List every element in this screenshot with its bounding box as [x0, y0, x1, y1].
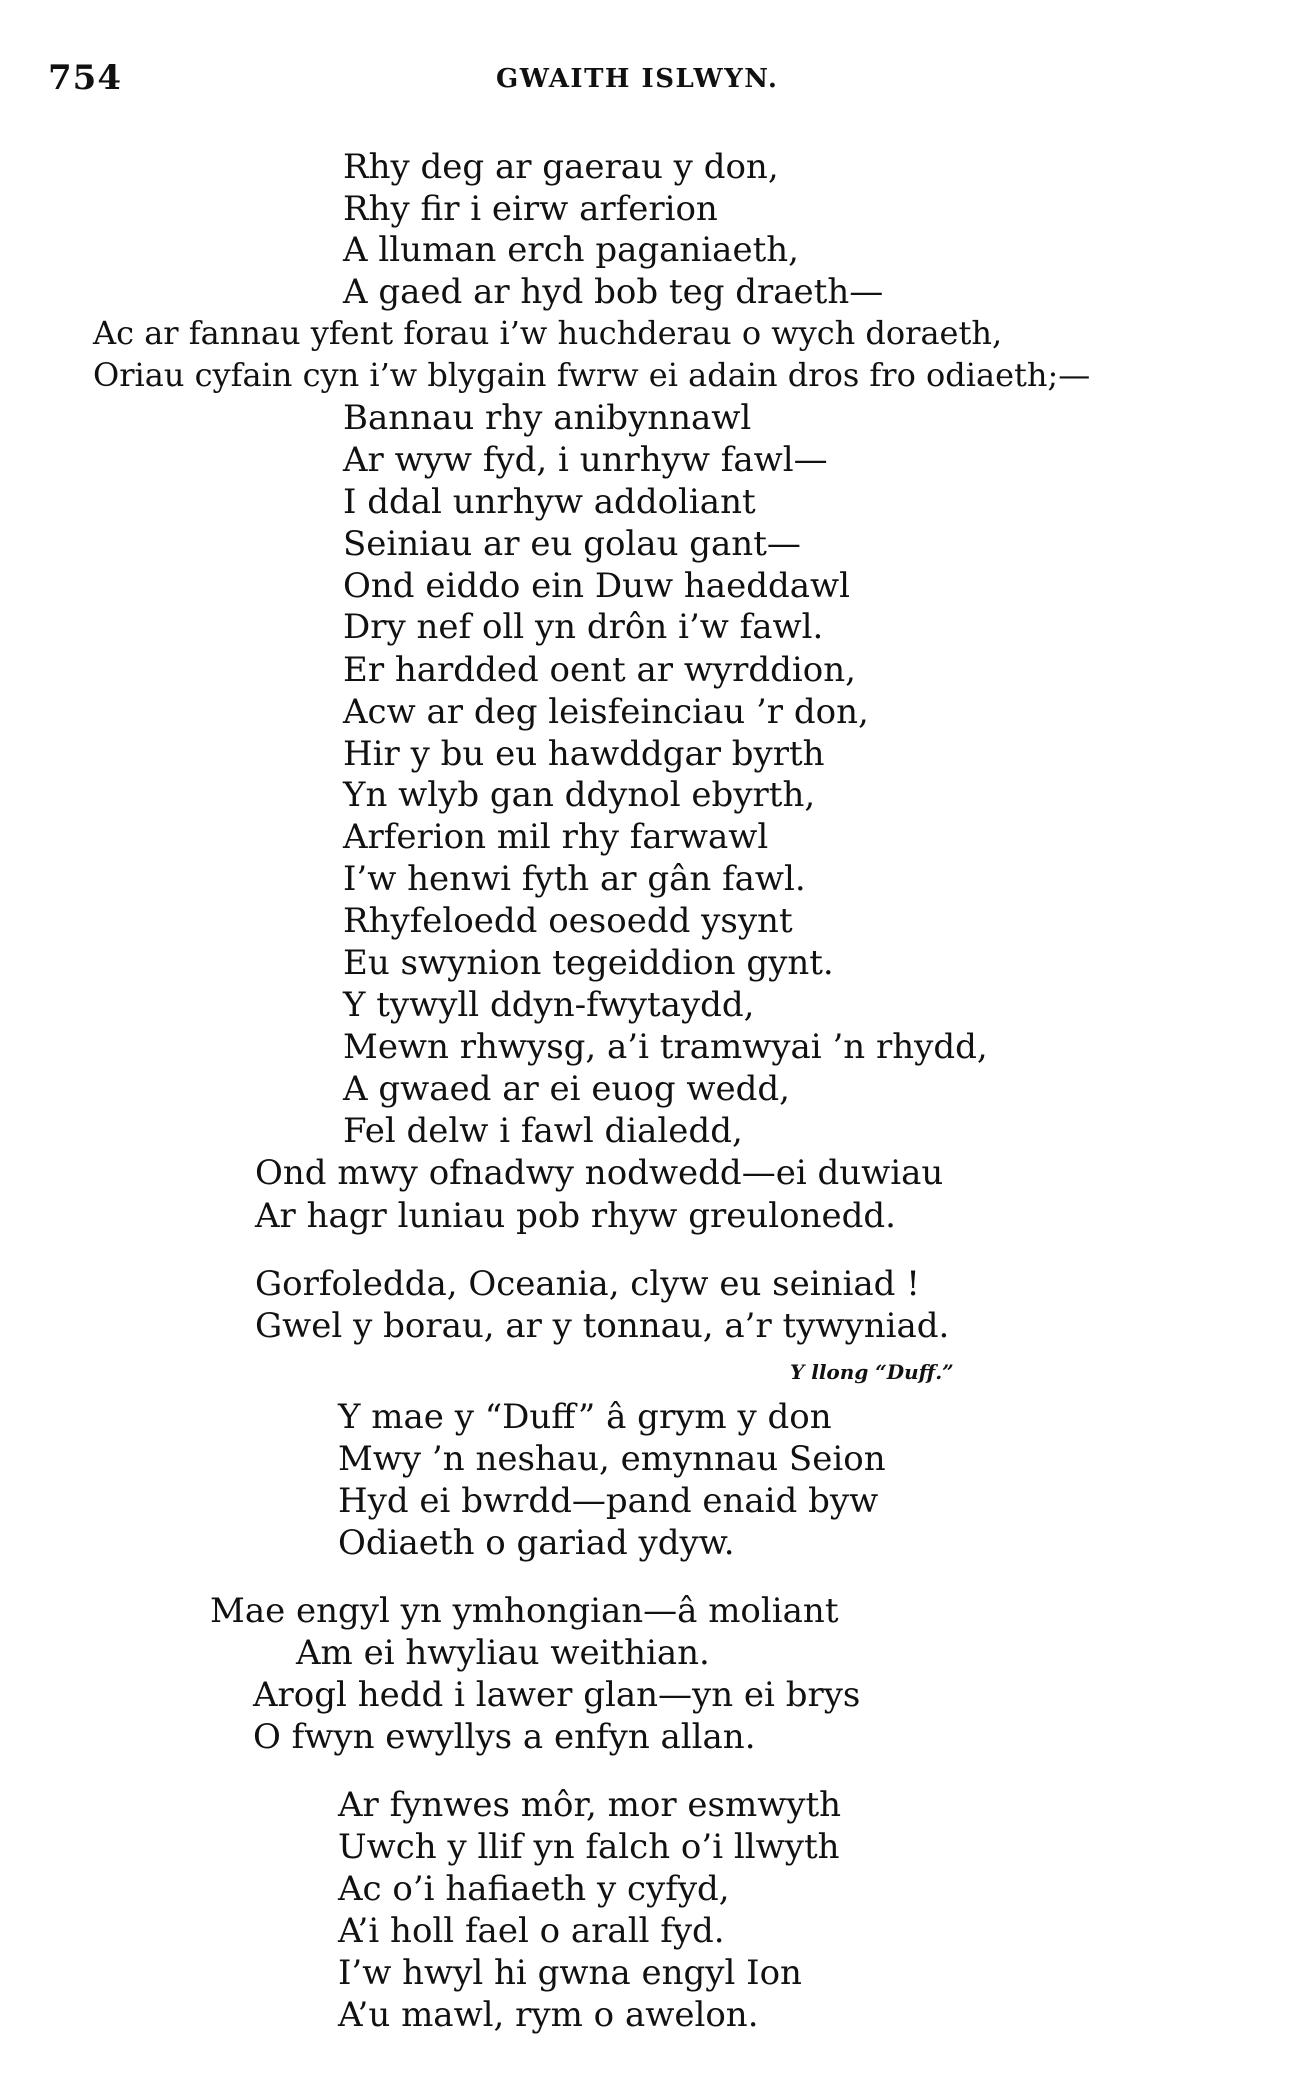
- poem-line: Hir y bu eu hawddgar byrth: [343, 734, 825, 774]
- poem-line: Gwel y borau, ar y tonnau, a’r tywyniad.: [255, 1306, 950, 1346]
- poem-line: Mwy ’n neshau, emynnau Seion: [338, 1439, 886, 1479]
- poem-line: Dry nef oll yn drôn i’w fawl.: [343, 607, 824, 647]
- poem-line: Ac ar fannau yfent forau i’w huchderau o wych doraeth,: [93, 314, 1003, 352]
- poem-line: A gwaed ar ei euog wedd,: [343, 1069, 790, 1109]
- poem-line: Rhy deg ar gaerau y don,: [343, 147, 779, 187]
- poem-line: Mewn rhwysg, a’i tramwyai ’n rhydd,: [343, 1027, 988, 1067]
- poem-line: Ond eiddo ein Duw haeddawl: [343, 566, 850, 606]
- poem-line: Ac o’i hafiaeth y cyfyd,: [338, 1869, 730, 1909]
- poem-line: Er hardded oent ar wyrddion,: [343, 650, 856, 690]
- poem-line: Rhy fir i eirw arferion: [343, 189, 718, 229]
- poem-line: I ddal unrhyw addoliant: [343, 482, 756, 522]
- page-number: 754: [48, 58, 122, 98]
- poem-line: Arferion mil rhy farwawl: [343, 817, 769, 857]
- poem-line: O fwyn ewyllys a enfyn allan.: [253, 1717, 756, 1757]
- running-title: GWAITH ISLWYN.: [496, 64, 779, 94]
- poem-line: Seiniau ar eu golau gant—: [343, 524, 801, 564]
- poem-line: Ar fynwes môr, mor esmwyth: [338, 1785, 842, 1825]
- poem-line: Fel delw i fawl dialedd,: [343, 1111, 743, 1151]
- poem-line: Acw ar deg leisfeinciau ’r don,: [343, 692, 869, 732]
- poem-line: A’i holl fael o arall fyd.: [338, 1911, 725, 1951]
- poem-line: I’w henwi fyth ar gân fawl.: [343, 859, 806, 899]
- poem-line: A gaed ar hyd bob teg draeth—: [343, 272, 884, 312]
- poem-line: Yn wlyb gan ddynol ebyrth,: [343, 775, 816, 815]
- margin-caption: Y llong “Duff.”: [790, 1360, 954, 1384]
- poem-line: Gorfoledda, Oceania, clyw eu seiniad !: [255, 1264, 920, 1304]
- poem-line: Arogl hedd i lawer glan—yn ei brys: [253, 1675, 861, 1715]
- poem-line: Ond mwy ofnadwy nodwedd—ei duwiau: [255, 1153, 944, 1193]
- poem-line: Uwch y llif yn falch o’i llwyth: [338, 1827, 840, 1867]
- poem-line: Ar wyw fyd, i unrhyw fawl—: [343, 440, 828, 480]
- poem-line: A lluman erch paganiaeth,: [343, 230, 799, 270]
- poem-line: Bannau rhy anibynnawl: [343, 398, 752, 438]
- poem-line: Mae engyl yn ymhongian—â moliant: [210, 1591, 839, 1631]
- poem-line: I’w hwyl hi gwna engyl Ion: [338, 1953, 802, 1993]
- poem-line: Hyd ei bwrdd—pand enaid byw: [338, 1481, 879, 1521]
- poem-line: Eu swynion tegeiddion gynt.: [343, 943, 834, 983]
- poem-line: Y tywyll ddyn-fwytaydd,: [343, 985, 755, 1025]
- poem-line: Rhyfeloedd oesoedd ysynt: [343, 901, 793, 941]
- poem-line: Oriau cyfain cyn i’w blygain fwrw ei adain dros fro odiaeth;—: [93, 356, 1091, 394]
- poem-line: Ar hagr luniau pob rhyw greulonedd.: [255, 1196, 896, 1236]
- poem-line: Am ei hwyliau weithian.: [296, 1633, 710, 1673]
- poem-line: A’u mawl, rym o awelon.: [338, 1995, 759, 2035]
- poem-line: Y mae y “Duff” â grym y don: [338, 1397, 832, 1437]
- poem-line: Odiaeth o gariad ydyw.: [338, 1523, 735, 1563]
